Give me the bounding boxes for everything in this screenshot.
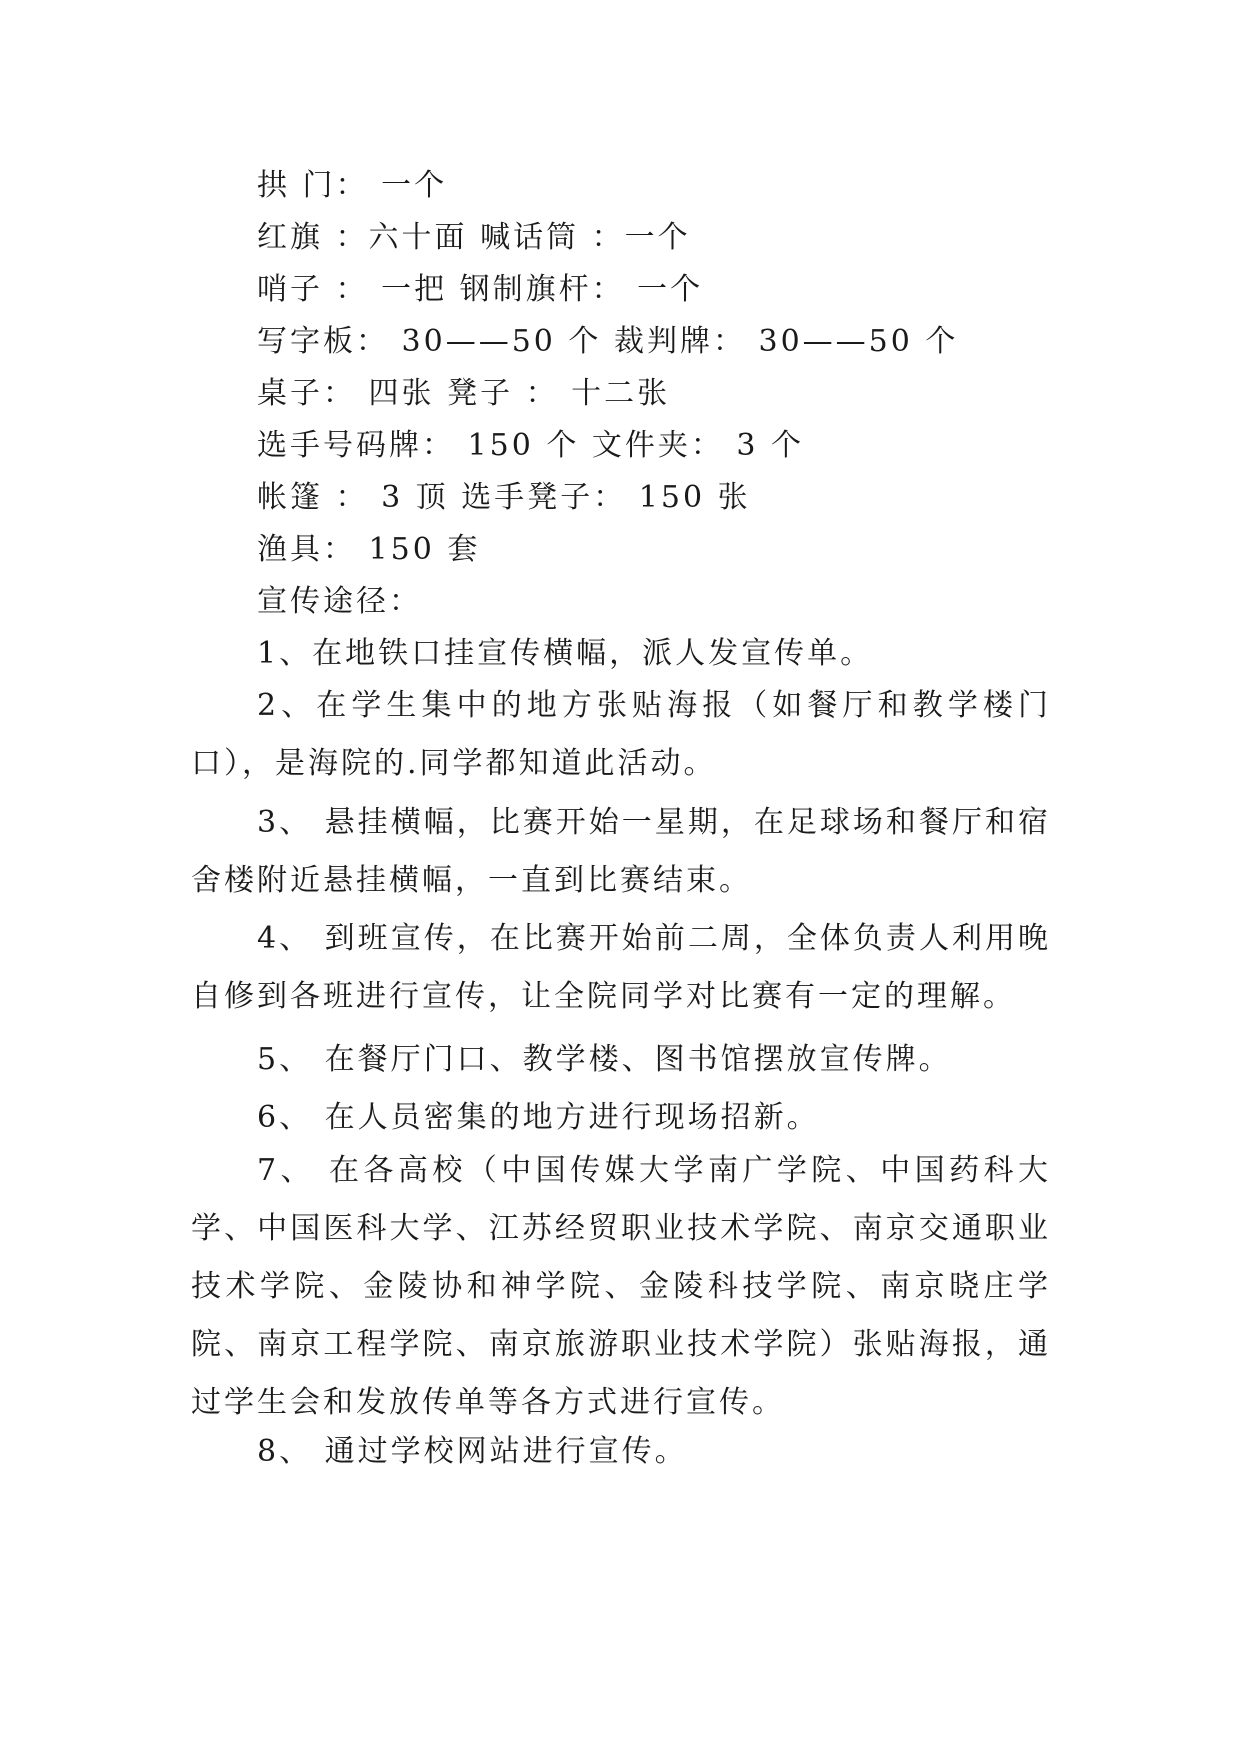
material-line: 哨子 ： 一把 钢制旗杆： 一个 — [257, 272, 704, 307]
promotion-item: 6、 在人员密集的地方进行现场招新。 — [257, 1100, 820, 1135]
material-line: 渔具： 150 套 — [257, 532, 481, 567]
promotion-heading: 宣传途径： — [257, 584, 422, 619]
promotion-item: 7、 在各高校（中国传媒大学南广学院、中国药科大学、中国医科大学、江苏经贸职业技术学院、南京交通职业技术学院、金陵协和神学院、金陵科技学院、南京晓庄学院、南京工程学院、南京旅游职业技术学院）张贴海报，通过学生会和发放传单等各方式进行宣传。 — [191, 1153, 1051, 1420]
promotion-item: 5、 在餐厅门口、教学楼、图书馆摆放宣传牌。 — [257, 1042, 952, 1077]
material-line: 选手号码牌： 150 个 文件夹： 3 个 — [257, 428, 805, 463]
material-line: 桌子： 四张 凳子 ： 十二张 — [257, 376, 671, 411]
promotion-item: 1、在地铁口挂宣传横幅，派人发宣传单。 — [257, 636, 874, 671]
promotion-item: 2、在学生集中的地方张贴海报（如餐厅和教学楼门口），是海院的.同学都知道此活动。 — [191, 688, 1051, 781]
promotion-item: 3、 悬挂横幅，比赛开始一星期，在足球场和餐厅和宿舍楼附近悬挂横幅，一直到比赛结束。 — [191, 805, 1051, 898]
material-line: 帐篷 ： 3 顶 选手凳子： 150 张 — [257, 480, 751, 515]
material-line: 写字板： 30——50 个 裁判牌： 30——50 个 — [257, 324, 959, 359]
material-line: 红旗 ：六十面 喊话筒 ：一个 — [257, 220, 691, 255]
promotion-item: 4、 到班宣传，在比赛开始前二周，全体负责人利用晚自修到各班进行宣传，让全院同学对比赛有一定的理解。 — [191, 921, 1051, 1014]
material-line: 拱 门： 一个 — [257, 168, 448, 203]
promotion-item: 8、 通过学校网站进行宣传。 — [257, 1434, 688, 1469]
